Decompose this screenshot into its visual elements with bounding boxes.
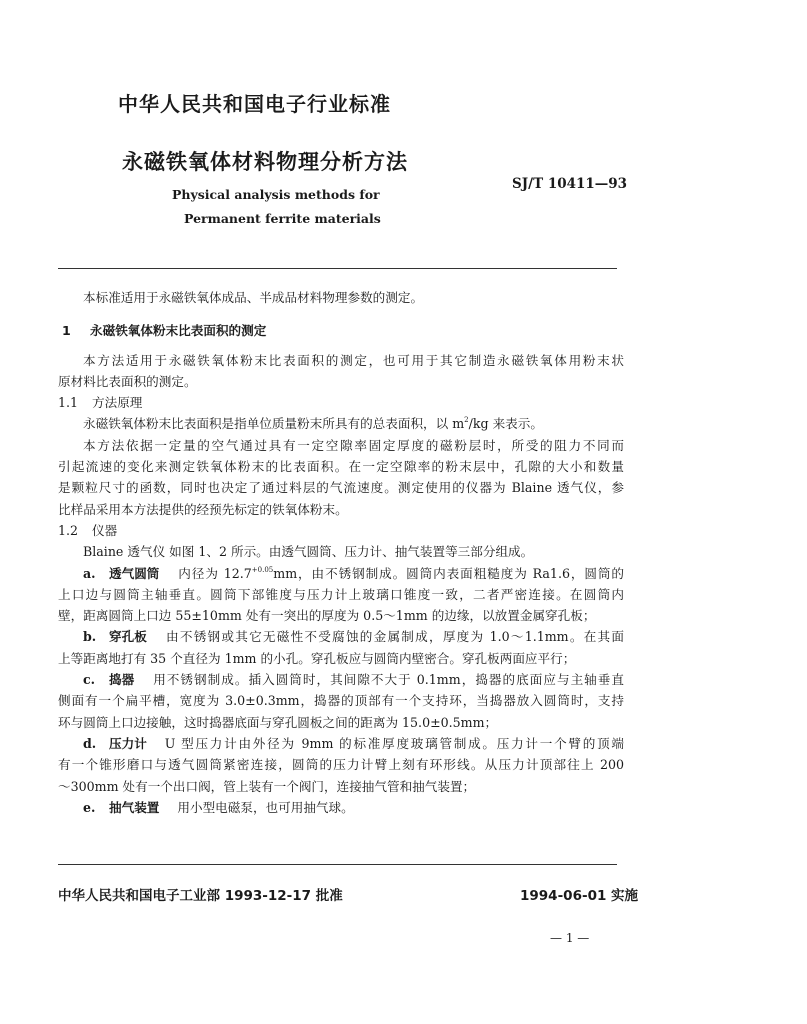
- section-1-heading: [58, 320, 624, 341]
- english-title-line1: Physical analysis methods for: [172, 187, 380, 202]
- item-a-line: 壁，距离圆筒上口边 55±10mm 处有一突出的厚度为 0.5～1mm 的边缘，以放置金属穿孔板；: [58, 608, 596, 624]
- intro-line: 原材料比表面积的测定。: [58, 373, 197, 389]
- standard-title: 永磁铁氧体材料物理分析方法: [122, 150, 408, 174]
- item-b-line: b. 穿孔板 由不锈钢或其它无磁性不受腐蚀的金属制成，厚度为 1.0～1.1mm。在其面: [83, 629, 624, 645]
- section-number: 1: [62, 323, 71, 339]
- section-title: 仪器: [92, 522, 118, 538]
- principle-line: 永磁铁氧体粉末比表面积是指单位质量粉末所具有的总表面积，以 $m^2/kg$ 来表示。: [83, 416, 543, 432]
- instrument-intro: Blaine 透气仪 如图 1、2 所示。由透气圆筒、压力计、抽气装置等三部分组成。: [83, 544, 534, 560]
- section-title: 永磁铁氧体粉末比表面积的测定: [90, 323, 267, 339]
- item-d-line: d. 压力计 U 型压力计由外径为 9mm 的标准厚度玻璃管制成。压力计一个臂的顶端: [83, 735, 624, 751]
- section-title: 方法原理: [92, 395, 143, 411]
- header-divider: [58, 268, 617, 269]
- item-d-line: 有一个锥形磨口与透气圆筒紧密连接，圆筒的压力计臂上刻有环形线。从压力计顶部往上 200: [58, 757, 624, 773]
- principle-line: 是颗粒尺寸的函数，同时也决定了通过料层的气流速度。测定使用的仪器为 Blaine 透气仪，参: [58, 480, 624, 496]
- item-a-line: 上口边与圆筒主轴垂直。圆筒下部锥度与压力计上玻璃口锥度一致，二者严密连接。在圆筒内: [58, 586, 624, 602]
- document-body: [58, 287, 624, 818]
- item-d-line: ～300mm 处有一个出口阀，管上装有一个阀门，连接抽气管和抽气装置；: [58, 778, 476, 794]
- section-number: 1.2: [58, 522, 79, 538]
- item-c-line: 侧面有一个扁平槽，宽度为 3.0±0.3mm，捣器的顶部有一个支持环，当捣器放入圆筒时，支持: [58, 693, 624, 709]
- standard-number: SJ/T 10411—93: [512, 176, 628, 192]
- approval-note: 中华人民共和国电子工业部 1993-12-17 批准: [58, 888, 343, 904]
- footer-divider: [58, 864, 617, 865]
- item-c-line: c. 捣器 用不锈钢制成。插入圆筒时，其间隙不大于 0.1mm，捣器的底面应与主轴垂直: [83, 672, 624, 688]
- issuing-organization: 中华人民共和国电子行业标准: [118, 92, 391, 116]
- intro-line: 本方法适用于永磁铁氧体粉末比表面积的测定，也可用于其它制造永磁铁氧体用粉末状: [83, 352, 624, 368]
- principle-line: 本方法依据一定量的空气通过具有一定空隙率固定厚度的磁粉层时，所受的阻力不同而: [83, 437, 624, 453]
- english-title-line2: Permanent ferrite materials: [184, 211, 381, 226]
- scope-paragraph: 本标准适用于永磁铁氧体成品、半成品材料物理参数的测定。: [83, 290, 424, 305]
- principle-line: 引起流速的变化来测定铁氧体粉末的比表面积。在一定空隙率的粉末层中，孔隙的大小和数量: [58, 459, 624, 475]
- page-number: — 1 —: [550, 931, 590, 945]
- item-e-line: e. 抽气装置 用小型电磁泵，也可用抽气球。: [83, 799, 354, 815]
- item-a-line: a. 透气圆筒 内径为 $12.7^{+0.05}mm$，由不锈钢制成。圆筒内表面粗糙度为 Ra1.6，圆筒的: [83, 565, 625, 581]
- section-number: 1.1: [58, 395, 79, 411]
- principle-line: 比样品采用本方法提供的经预先标定的铁氧体粉末。: [58, 501, 348, 517]
- section-1-2-heading: [58, 520, 624, 541]
- item-b-line: 上等距离地打有 35 个直径为 1mm 的小孔。穿孔板应与圆筒内壁密合。穿孔板两面应平行；: [58, 650, 576, 666]
- section-1-1-heading: [58, 392, 624, 413]
- item-c-line: 环与圆筒上口边接触，这时捣器底面与穿孔圆板之间的距离为 15.0±0.5mm；: [58, 714, 498, 730]
- implementation-date: 1994-06-01 实施: [520, 888, 639, 904]
